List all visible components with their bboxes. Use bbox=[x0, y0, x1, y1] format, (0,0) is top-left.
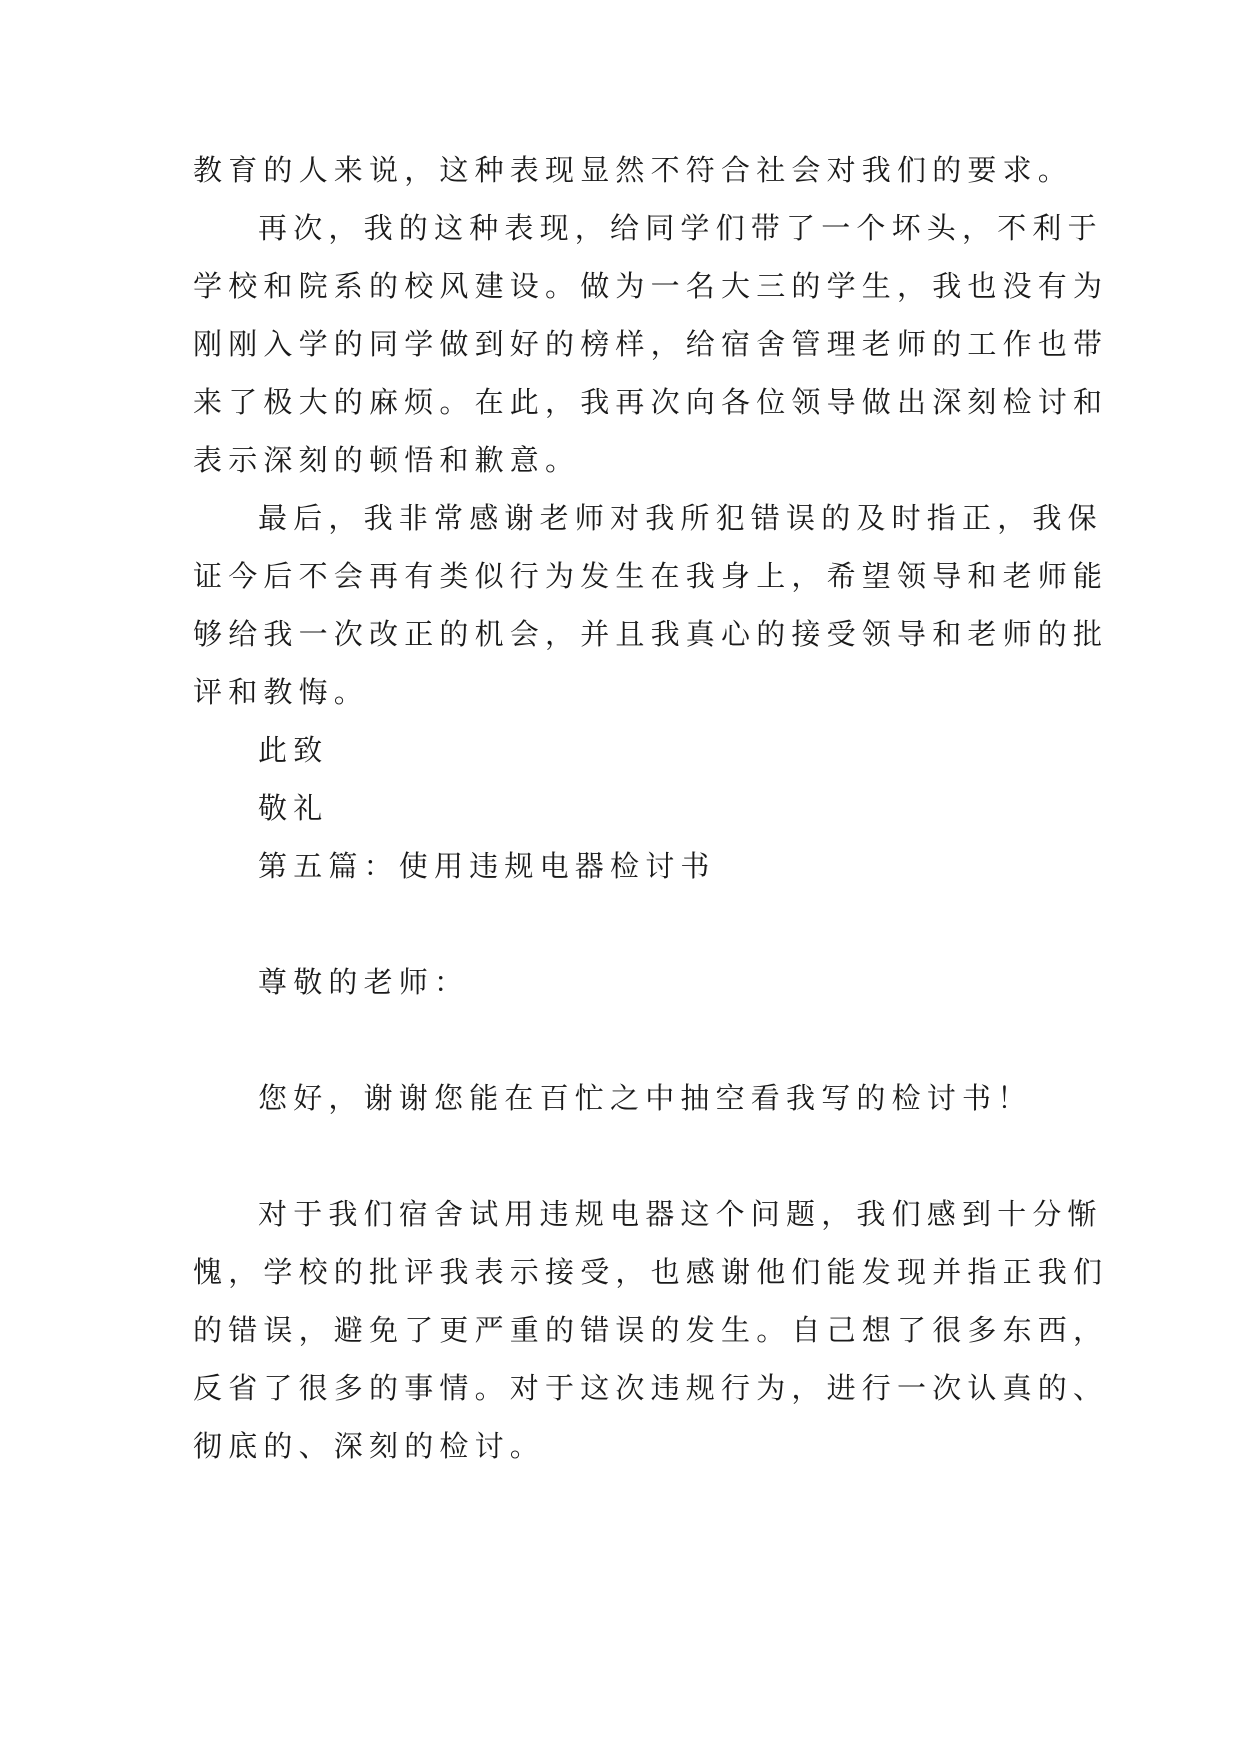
text-line: 刚刚入学的同学做到好的榜样，给宿舍管理老师的工作也带 bbox=[193, 327, 1109, 361]
paragraph-start-line: 再次，我的这种表现，给同学们带了一个坏头，不利于 bbox=[258, 211, 1103, 245]
text-line: 愧，学校的批评我表示接受，也感谢他们能发现并指正我们 bbox=[193, 1255, 1109, 1289]
paragraph-start-line: 对于我们宿舍试用违规电器这个问题，我们感到十分惭 bbox=[258, 1197, 1103, 1231]
text-line: 证今后不会再有类似行为发生在我身上，希望领导和老师能 bbox=[193, 559, 1109, 593]
text-line: 够给我一次改正的机会，并且我真心的接受领导和老师的批 bbox=[193, 617, 1109, 651]
greeting-line: 尊敬的老师： bbox=[258, 965, 470, 999]
section-heading: 第五篇：使用违规电器检讨书 bbox=[258, 849, 716, 883]
text-line: 表示深刻的顿悟和歉意。 bbox=[193, 443, 581, 477]
opening-line: 您好，谢谢您能在百忙之中抽空看我写的检讨书！ bbox=[258, 1081, 1033, 1115]
text-line: 来了极大的麻烦。在此，我再次向各位领导做出深刻检讨和 bbox=[193, 385, 1109, 419]
text-line: 学校和院系的校风建设。做为一名大三的学生，我也没有为 bbox=[193, 269, 1109, 303]
text-line: 评和教悔。 bbox=[193, 675, 370, 709]
text-line: 反省了很多的事情。对于这次违规行为，进行一次认真的、 bbox=[193, 1371, 1109, 1405]
text-line: 的错误，避免了更严重的错误的发生。自己想了很多东西， bbox=[193, 1313, 1109, 1347]
closing-salutation: 此致 bbox=[258, 733, 329, 767]
text-line: 彻底的、深刻的检讨。 bbox=[193, 1429, 546, 1463]
text-line: 教育的人来说，这种表现显然不符合社会对我们的要求。 bbox=[193, 153, 1074, 187]
closing-regards: 敬礼 bbox=[258, 791, 329, 825]
paragraph-start-line: 最后，我非常感谢老师对我所犯错误的及时指正，我保 bbox=[258, 501, 1103, 535]
